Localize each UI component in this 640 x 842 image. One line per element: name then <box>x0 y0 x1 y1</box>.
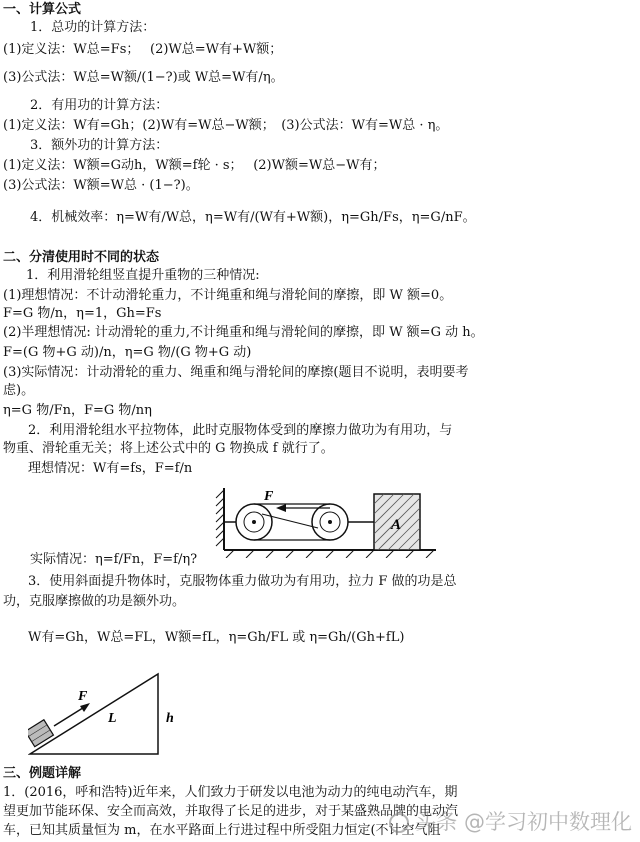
s1-item3-head: 3．额外功的计算方法： <box>30 138 169 153</box>
s2-item3-b: 功，克服摩擦做的功是额外功。 <box>3 594 186 609</box>
s2-item1-a: (1)理想情况：不计动滑轮重力，不计绳重和绳与滑轮间的摩擦，即 W 额=0。 <box>3 288 453 303</box>
s1-item1-a: (1)定义法：W总=Fs； (2)W总=W有+W额； <box>3 42 283 57</box>
s2-item2-b: 物重、滑轮重无关；将上述公式中的 G 物换成 f 就行了。 <box>3 441 334 456</box>
s1-item2-a: (1)定义法：W有=Gh；(2)W有=W总−W额； (3)公式法：W有=W总 · η。 <box>3 118 449 133</box>
s2-item1-e: (3)实际情况：计动滑轮的重力、绳重和绳与滑轮间的摩擦(题目不说明，表明要考 <box>3 365 469 380</box>
s2-item1-c: (2)半理想情况: 计动滑轮的重力,不计绳重和绳与滑轮间的摩擦，即 W 额=G 动 h。 <box>3 325 484 340</box>
incline-height-label: h <box>166 711 174 726</box>
block-a-label: A <box>391 517 402 533</box>
s3-item1-b: 望更加节能环保、安全而高效，并取得了长足的进步，对于某盛熟品牌的电动汽 <box>3 804 459 819</box>
section-2-title: 二、分清使用时不同的状态 <box>3 250 160 265</box>
s2-item1-b: F=G 物/n，η=1，Gh=Fs <box>3 306 162 321</box>
incline-diagram <box>28 666 198 760</box>
s2-item1-head: 1．利用滑轮组竖直提升重物的三种情况: <box>26 268 260 283</box>
s2-item3-a: 3．使用斜面提升物体时，克服物体重力做功为有用功，拉力 F 做的功是总 <box>28 574 457 589</box>
watermark-text: 头条 @学习初中数理化 <box>415 810 632 834</box>
watermark <box>389 806 632 836</box>
section-1-title: 一、计算公式 <box>3 2 82 17</box>
incline-length-label: L <box>108 711 117 726</box>
s2-item2-c: 理想情况：W有=fs，F=f/n <box>28 461 193 476</box>
s1-item2-head: 2．有用功的计算方法： <box>30 98 169 113</box>
s2-item1-g: η=G 物/Fn，F=G 物/nη <box>3 403 152 418</box>
s1-item3-b: (3)公式法：W额=W总 · (1−?)。 <box>3 178 199 193</box>
s3-item1-c: 车，已知其质量恒为 m，在水平路面上行进过程中所受阻力恒定(不计空气阻 <box>3 823 441 838</box>
incline-force-label: F <box>78 689 88 704</box>
s3-item1-a: 1．(2016，呼和浩特)近年来，人们致力于研发以电池为动力的纯电动汽车，期 <box>3 785 458 800</box>
watermark-logo-icon <box>389 813 409 833</box>
s2-item3-formulas: W有=Gh，W总=FL，W额=fL，η=Gh/FL 或 η=Gh/(Gh+fL) <box>28 630 405 645</box>
s2-item2-d: 实际情况：η=f/Fn，F=f/η? <box>30 552 198 567</box>
s2-item1-d: F=(G 物+G 动)/n，η=G 物/(G 物+G 动) <box>3 345 252 360</box>
s1-item3-a: (1)定义法：W额=G动h，W额=f轮 · s； (2)W额=W总−W有； <box>3 158 386 173</box>
s2-item1-f: 虑)。 <box>3 383 35 398</box>
s2-item2-a: 2．利用滑轮组水平拉物体，此时克服物体受到的摩擦力做功为有用功，与 <box>28 423 453 438</box>
s1-item1-b: (3)公式法：W总=W额/(1−?)或 W总=W有/η。 <box>3 70 284 85</box>
section-3-title: 三、例题详解 <box>3 766 82 781</box>
pulley-force-label: F <box>264 489 274 504</box>
s1-item1-head: 1．总功的计算方法： <box>30 20 156 35</box>
pulley-diagram <box>210 480 438 558</box>
s1-item4-efficiency: 4．机械效率：η=W有/W总，η=W有/(W有+W额)，η=Gh/Fs，η=G/nF。 <box>30 210 476 225</box>
